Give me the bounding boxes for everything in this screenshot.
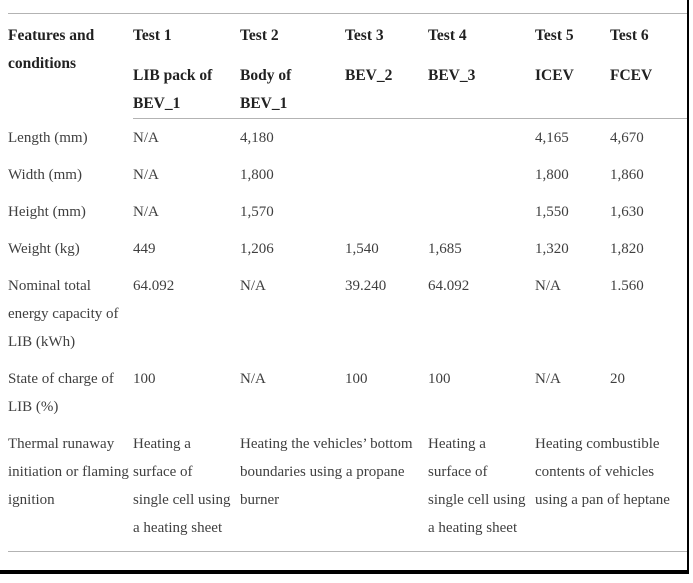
- table-cell: [345, 156, 428, 193]
- col-header-test-1: [133, 14, 240, 119]
- table-cell: [428, 119, 535, 157]
- col-header-test-2: [240, 14, 345, 119]
- test-4-sublabel: BEV_3: [428, 67, 476, 84]
- row-feature: Nominal total energy capacity of LIB (kWh): [8, 278, 119, 350]
- test-6-sublabel: FCEV: [610, 67, 653, 84]
- table-cell: 4,180: [240, 130, 274, 146]
- table-cell: 1,820: [610, 241, 644, 257]
- test-2-sublabel: Body of BEV_1: [240, 67, 292, 112]
- table-cell: N/A: [240, 371, 266, 387]
- table-cell: 100: [133, 371, 156, 387]
- table-row-width: [8, 156, 687, 193]
- table-cell: 1,800: [535, 167, 569, 183]
- test-2-label: Test 2: [240, 27, 279, 44]
- test-1-sublabel: LIB pack of BEV_1: [133, 67, 213, 112]
- table-cell: 1,860: [610, 167, 644, 183]
- table-row-length: [8, 119, 687, 157]
- row-feature: Thermal runaway initiation or flaming ignition: [8, 425, 133, 552]
- table-cell: 4,165: [535, 130, 569, 146]
- table-row-state-of-charge: [8, 360, 687, 425]
- table-cell: [345, 119, 428, 157]
- table-row-weight: [8, 230, 687, 267]
- table-cell: 39.240: [345, 278, 387, 294]
- table-cell: N/A: [535, 371, 561, 387]
- row-feature: Length (mm): [8, 129, 88, 146]
- table-cell: 1,206: [240, 241, 274, 257]
- row-feature: Weight (kg): [8, 241, 80, 257]
- row-feature: Height (mm): [8, 204, 86, 220]
- table-cell: 100: [428, 371, 451, 387]
- table-cell: 1,630: [610, 204, 644, 220]
- table-row-energy-capacity: [8, 267, 687, 360]
- table-cell: 1,685: [428, 241, 462, 257]
- table-cell: 64.092: [133, 278, 175, 294]
- col-header-features: Features and conditions: [8, 27, 95, 72]
- table-cell: 1,320: [535, 241, 569, 257]
- col-header-test-5: [535, 14, 610, 119]
- test-3-label: Test 3: [345, 27, 384, 44]
- ignition-cell-test-1: Heating a surface of single cell using a heating sheet: [133, 425, 240, 552]
- table-cell: N/A: [535, 278, 561, 294]
- vehicle-fire-test-table: [8, 13, 687, 552]
- table-cell: N/A: [133, 130, 159, 146]
- ignition-cell-test-2-3: Heating the vehicles’ bottom boundaries using a propane burner: [240, 425, 428, 552]
- test-6-label: Test 6: [610, 27, 649, 44]
- test-5-label: Test 5: [535, 27, 574, 44]
- col-header-test-6: [610, 14, 687, 119]
- table-cell: 20: [610, 371, 625, 387]
- table-cell: 1,540: [345, 241, 379, 257]
- table-row-height: [8, 193, 687, 230]
- test-5-sublabel: ICEV: [535, 67, 574, 84]
- table-cell: [428, 156, 535, 193]
- row-feature: State of charge of LIB (%): [8, 371, 114, 415]
- table-row-ignition: [8, 425, 687, 552]
- table-cell: 1,550: [535, 204, 569, 220]
- test-4-label: Test 4: [428, 27, 467, 44]
- test-1-label: Test 1: [133, 27, 172, 44]
- table-cell: 1.560: [610, 278, 644, 294]
- table-cell: N/A: [133, 204, 159, 220]
- table-cell: N/A: [133, 167, 159, 183]
- col-header-test-4: [428, 14, 535, 119]
- table-cell: [345, 193, 428, 230]
- table-cell: 1,570: [240, 204, 274, 220]
- col-header-test-3: [345, 14, 428, 119]
- ignition-cell-test-5-6: Heating combustible contents of vehicles using a pan of heptane: [535, 425, 687, 552]
- table-cell: 100: [345, 371, 368, 387]
- test-3-sublabel: BEV_2: [345, 67, 393, 84]
- table-cell: 4,670: [610, 130, 644, 146]
- ignition-cell-test-4: Heating a surface of single cell using a heating sheet: [428, 425, 535, 552]
- table-cell: 449: [133, 241, 156, 257]
- header-row: [8, 14, 687, 119]
- table-cell: N/A: [240, 278, 266, 294]
- table-cell: 1,800: [240, 167, 274, 183]
- table-cell: 64.092: [428, 278, 470, 294]
- row-feature: Width (mm): [8, 167, 82, 183]
- table-cell: [428, 193, 535, 230]
